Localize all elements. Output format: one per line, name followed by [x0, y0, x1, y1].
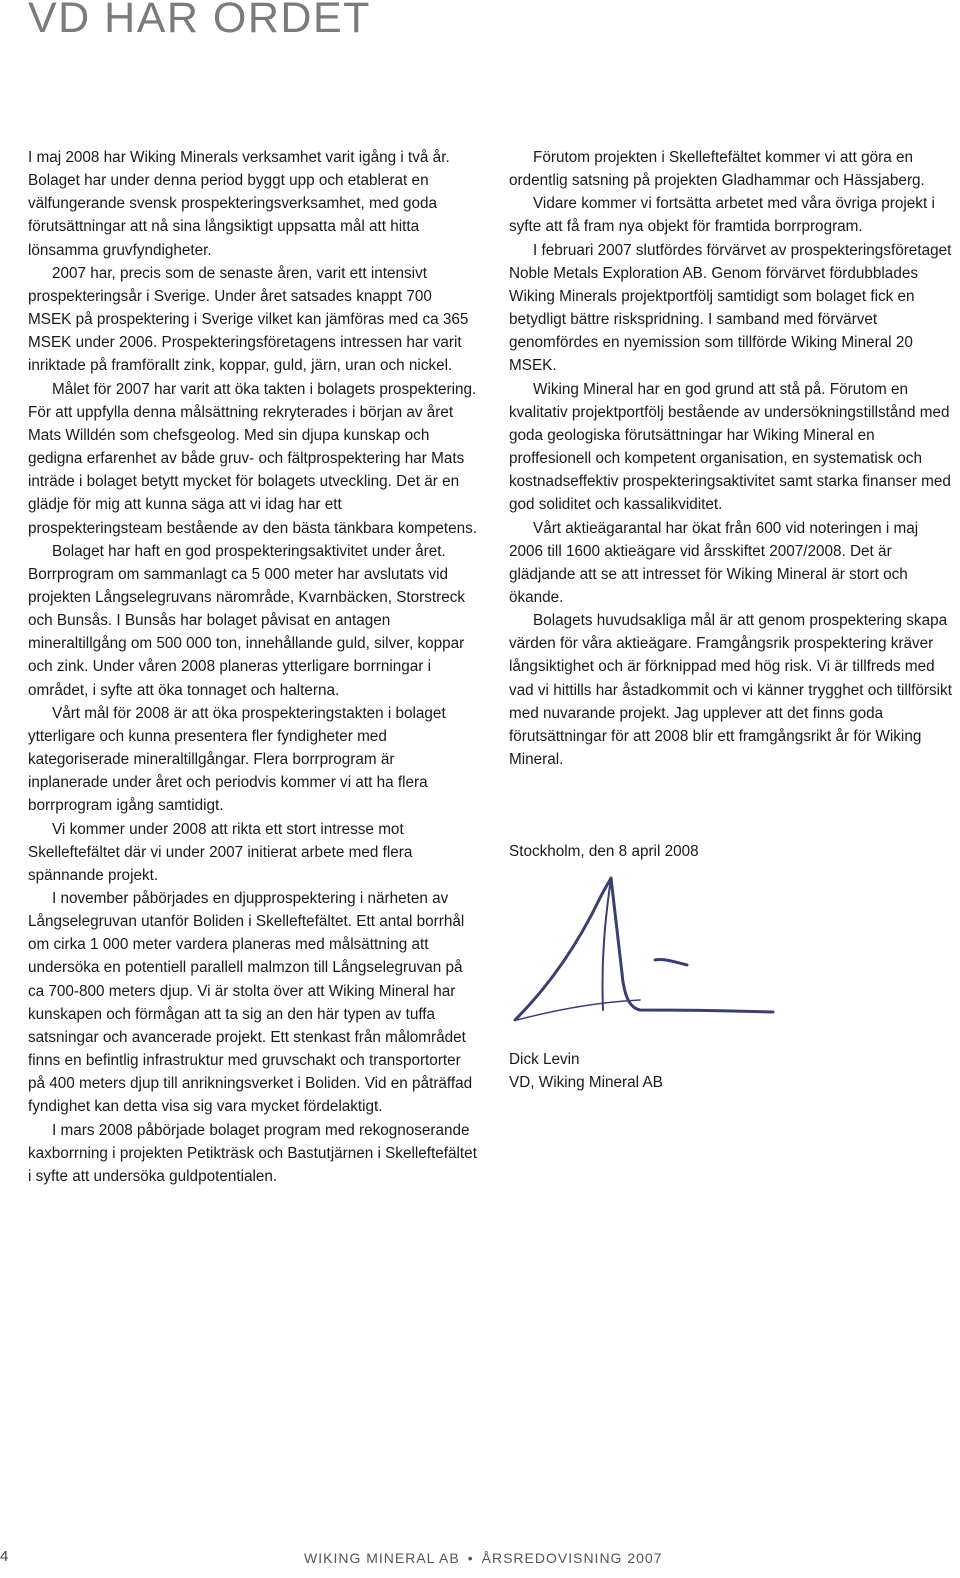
signer-title: VD, Wiking Mineral AB [509, 1074, 663, 1091]
paragraph: I februari 2007 slutfördes förvärvet av prospekteringsföretaget Noble Metals Exploration AB. Genom förvärvet fördubblades Wiking Minerals projektportfölj samtidigt som bolaget fick en betydligt bättre riskspridning. I samband med förvärvet genomfördes en nyemission som tillförde Wiking Mineral 20 MSEK. [509, 241, 952, 375]
paragraph: I maj 2008 har Wiking Minerals verksamhet varit igång i två år. Bolaget har under denna period byggt upp och etablerat en välfungerande svensk prospekteringsverksamhet, med goda förutsättningar att nå sina långsiktigt uppsatta mål att hitta lönsamma gruvfyndigheter. [28, 149, 450, 259]
place-date: Stockholm, den 8 april 2008 [509, 843, 699, 860]
paragraph: Förutom projekten i Skelleftefältet kommer vi att göra en ordentlig satsning på projekten Gladhammar och Hässjaberg. [509, 149, 925, 190]
paragraph: Målet för 2007 har varit att öka takten i bolagets prospektering. För att uppfylla denna målsättning rekryterades i början av året Mats Willdén som chefsgeolog. Med sin djupa kunskap och gedigna erfarenhet av både gruv- och fältprospektering har Mats inträde i bolaget betytt mycket för bolagets utveckling. Det är en glädje för mig att kunna säga att vi idag har ett prospekteringsteam bestående av den bästa tänkbara kompetens. [28, 380, 477, 537]
paragraph: Vi kommer under 2008 att rikta ett stort intresse mot Skelleftefältet där vi under 2007 initierat arbete med flera spännande projekt. [28, 820, 413, 884]
footer-company: WIKING MINERAL AB [304, 1550, 460, 1566]
left-column [28, 146, 478, 1188]
paragraph: I november påbörjades en djupprospektering i närheten av Långselegruvan utanför Boliden i Skelleftefältet. Ett antal borrhål om cirka 1 000 meter vardera planeras med målsättning att undersöka en potentiell parallell malmzon till Långselegruvan på ca 700-800 meters djup. Vi är stolta över att Wiking Mineral har kunskapen och förmågan att ta sig an den här typen av tuffa satsningar och avancerade projekt. Ett stenkast från målområdet finns en befintlig infrastruktur med gruvschakt och transportorter på 400 meters djup till anrikningsverket i Boliden. Vid en påträffad fyndighet kan detta visa sig vara mycket fördelaktigt. [28, 890, 473, 1116]
paragraph: Vidare kommer vi fortsätta arbetet med våra övriga projekt i syfte att få fram nya objekt för framtida borrprogram. [509, 195, 935, 236]
page-number: 4 [0, 1548, 9, 1565]
footer-report: ÅRSREDOVISNING 2007 [481, 1550, 663, 1566]
paragraph: Vårt mål för 2008 är att öka prospekteringstakten i bolaget ytterligare och kunna presentera fler fyndigheter med kategoriserade mineraltillgångar. Flera borrprogram är inplanerade under året och periodvis kommer vi att ha flera borrprogram igång samtidigt. [28, 704, 446, 815]
footer-separator: • [467, 1550, 474, 1566]
signature-image [505, 870, 785, 1035]
right-column [509, 146, 954, 771]
paragraph: Wiking Mineral har en god grund att stå på. Förutom en kvalitativ projektportfölj bestående av undersökningstillstånd med goda geologiska förutsättningar har Wiking Mineral en proffesionell och kompetent organisation, en systematisk och kostnadseffektiv prospekteringsaktivitet samt starka finanser med god soliditet och kassalikviditet. [509, 380, 951, 514]
paragraph: Vårt aktieägarantal har ökat från 600 vid noteringen i maj 2006 till 1600 aktieägare vid årsskiftet 2007/2008. Det är glädjande att se att intresset för Wiking Mineral är stort och ökande. [509, 519, 919, 606]
paragraph: I mars 2008 påbörjade bolaget program med rekognoserande kaxborrning i projekten Petikträsk och Bastutjärnen i Skelleftefältet i syfte att undersöka guldpotentialen. [28, 1121, 477, 1185]
paragraph: Bolaget har haft en god prospekteringsaktivitet under året. Borrprogram om sammanlagt ca 5 000 meter har avslutats vid projekten Långselegruvans närområde, Kvarnbäcken, Storstreck och Bunsås. I Bunsås har bolaget påvisat en antagen mineraltillgång om 500 000 ton, innehållande guld, silver, koppar och zink. Under våren 2008 planeras ytterligare borrningar i området, i syfte att öka tonnaget och halterna. [28, 542, 466, 699]
page-title: VD HAR ORDET [28, 0, 371, 42]
paragraph: 2007 har, precis som de senaste åren, varit ett intensivt prospekteringsår i Sverige. Under året satsades knappt 700 MSEK på prospektering i Sverige vilket kan jämföras med ca 365 MSEK under 2006. Prospekteringsföretagens intressen har varit inriktade på framförallt zink, koppar, guld, järn, uran och nickel. [28, 264, 469, 375]
signer-block [509, 1048, 663, 1094]
signer-name: Dick Levin [509, 1051, 580, 1068]
paragraph: Bolagets huvudsakliga mål är att genom prospektering skapa värden för våra aktieägare. Framgångsrik prospektering kräver långsiktighet och är förknippad med hög risk. Vi är tillfreds med vad vi hittills har åstadkommit och vi känner trygghet och tillförsikt med nuvarande projekt. Jag upplever att det finns goda förutsättningar för att 2008 blir ett framgångsrikt år för Wiking Mineral. [509, 612, 952, 769]
footer [304, 1550, 662, 1566]
